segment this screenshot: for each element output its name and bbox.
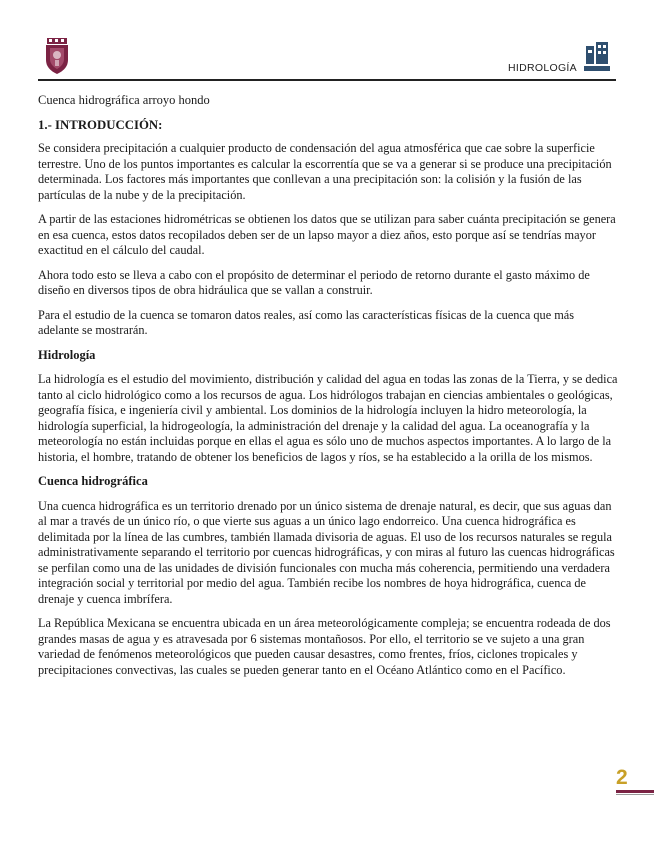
header-title: HIDROLOGÍA	[508, 62, 577, 74]
document-body	[38, 93, 618, 687]
hidrologia-paragraph: La hidrología es el estudio del movimiento, distribución y calidad del agua en todas las zonas de la Tierra, y se dedica tanto al ciclo hidrológico como a los recursos de agua. Los hidrólogos trabajan en ciencias ambientales o geológicas, geografía física, e ingeniería civil y ambiental. Los dominios de la hidrología incluyen la hidro meteorología, la hidrología superficial, la hidrogeología, la administración del drenaje y la calidad del agua. La oceanografía y la meteorología no están incluidas porque en ellas el agua es sólo uno de muchos aspectos importantes. A lo largo de la historia, el hombre, tratando de obtener los beneficios de lagos y ríos, se ha establecido a la orilla de los mismos.	[38, 372, 618, 464]
intro-paragraph-4: Para el estudio de la cuenca se tomaron datos reales, así como las características físicas de la cuenca que más adelante se mostrarán.	[38, 307, 575, 337]
cuenca-paragraph-2: La República Mexicana se encuentra ubicada en un área meteorológicamente compleja; se encuentra rodeada de dos grandes masas de agua y es atravesada por 6 sistemas montañosos. Por ello, el territorio se ve sujeto a una gran variedad de fenómenos meteorológicos que pueden causar desastres, como frentes, fríos, ciclones tropicales y precipitaciones convectivas, las cuales se pueden generar tanto en el Océano Atlántico como en el Pacífico.	[38, 616, 611, 677]
institution-shield-logo-icon	[44, 38, 70, 74]
page-header	[0, 0, 655, 90]
esia-building-logo-icon	[584, 40, 610, 72]
intro-paragraph-1: Se considera precipitación a cualquier producto de condensación del agua atmosférica que cae sobre la superficie terrestre. Uno de los puntos importantes es calcular la escorrentía que se va a generar si se produce una precipitación determinada. Los factores más importantes que conllevan a una precipitación son: la colisión y la fusión de las partículas de la nube y de la precipitación.	[38, 141, 612, 202]
cuenca-paragraph-1: Una cuenca hidrográfica es un territorio drenado por un único sistema de drenaje natural, es decir, que sus aguas dan al mar a través de un único río, o que vierte sus aguas a un único lago endorreico. Una cuenca hidrográfica es delimitada por la línea de las cumbres, también llamada divisoria de aguas. El uso de los recursos naturales se regula administrativamente separando el territorio por cuencas hidrográficas, y con miras al futuro las cuencas hidrográficas se perfilan como una de las unidades de división funcionales con mucha más coherencia, permitiendo una verdadera integración social y territorial por medio del agua. También recibe los nombres de hoya hidrográfica, cuenca de drenaje y cuenca imbrífera.	[38, 498, 615, 606]
intro-paragraph-3: Ahora todo esto se lleva a cabo con el propósito de determinar el periodo de retorno durante el gasto máximo de diseño en diversos tipos de obra hidráulica que se vallan a construir.	[38, 267, 590, 297]
section-title-hidrologia: Hidrología	[38, 347, 96, 362]
page-number-accent-bar	[616, 790, 654, 793]
section-title-introduccion: 1.- INTRODUCCIÓN:	[38, 117, 163, 132]
intro-paragraph-2: A partir de las estaciones hidrométricas se obtienen los datos que se utilizan para saber cuánta precipitación se genera en esa cuenca, estos datos recopilados deben ser de un lapso mayor a diez años, esto porque así se tendrías mayor exactitud en el cálculo del caudal.	[38, 212, 616, 257]
page-number: 2	[616, 766, 628, 789]
page-number-underline	[616, 794, 654, 795]
section-title-cuenca: Cuenca hidrográfica	[38, 474, 148, 488]
document-subtitle: Cuenca hidrográfica arroyo hondo	[38, 93, 210, 107]
header-divider	[38, 79, 616, 81]
